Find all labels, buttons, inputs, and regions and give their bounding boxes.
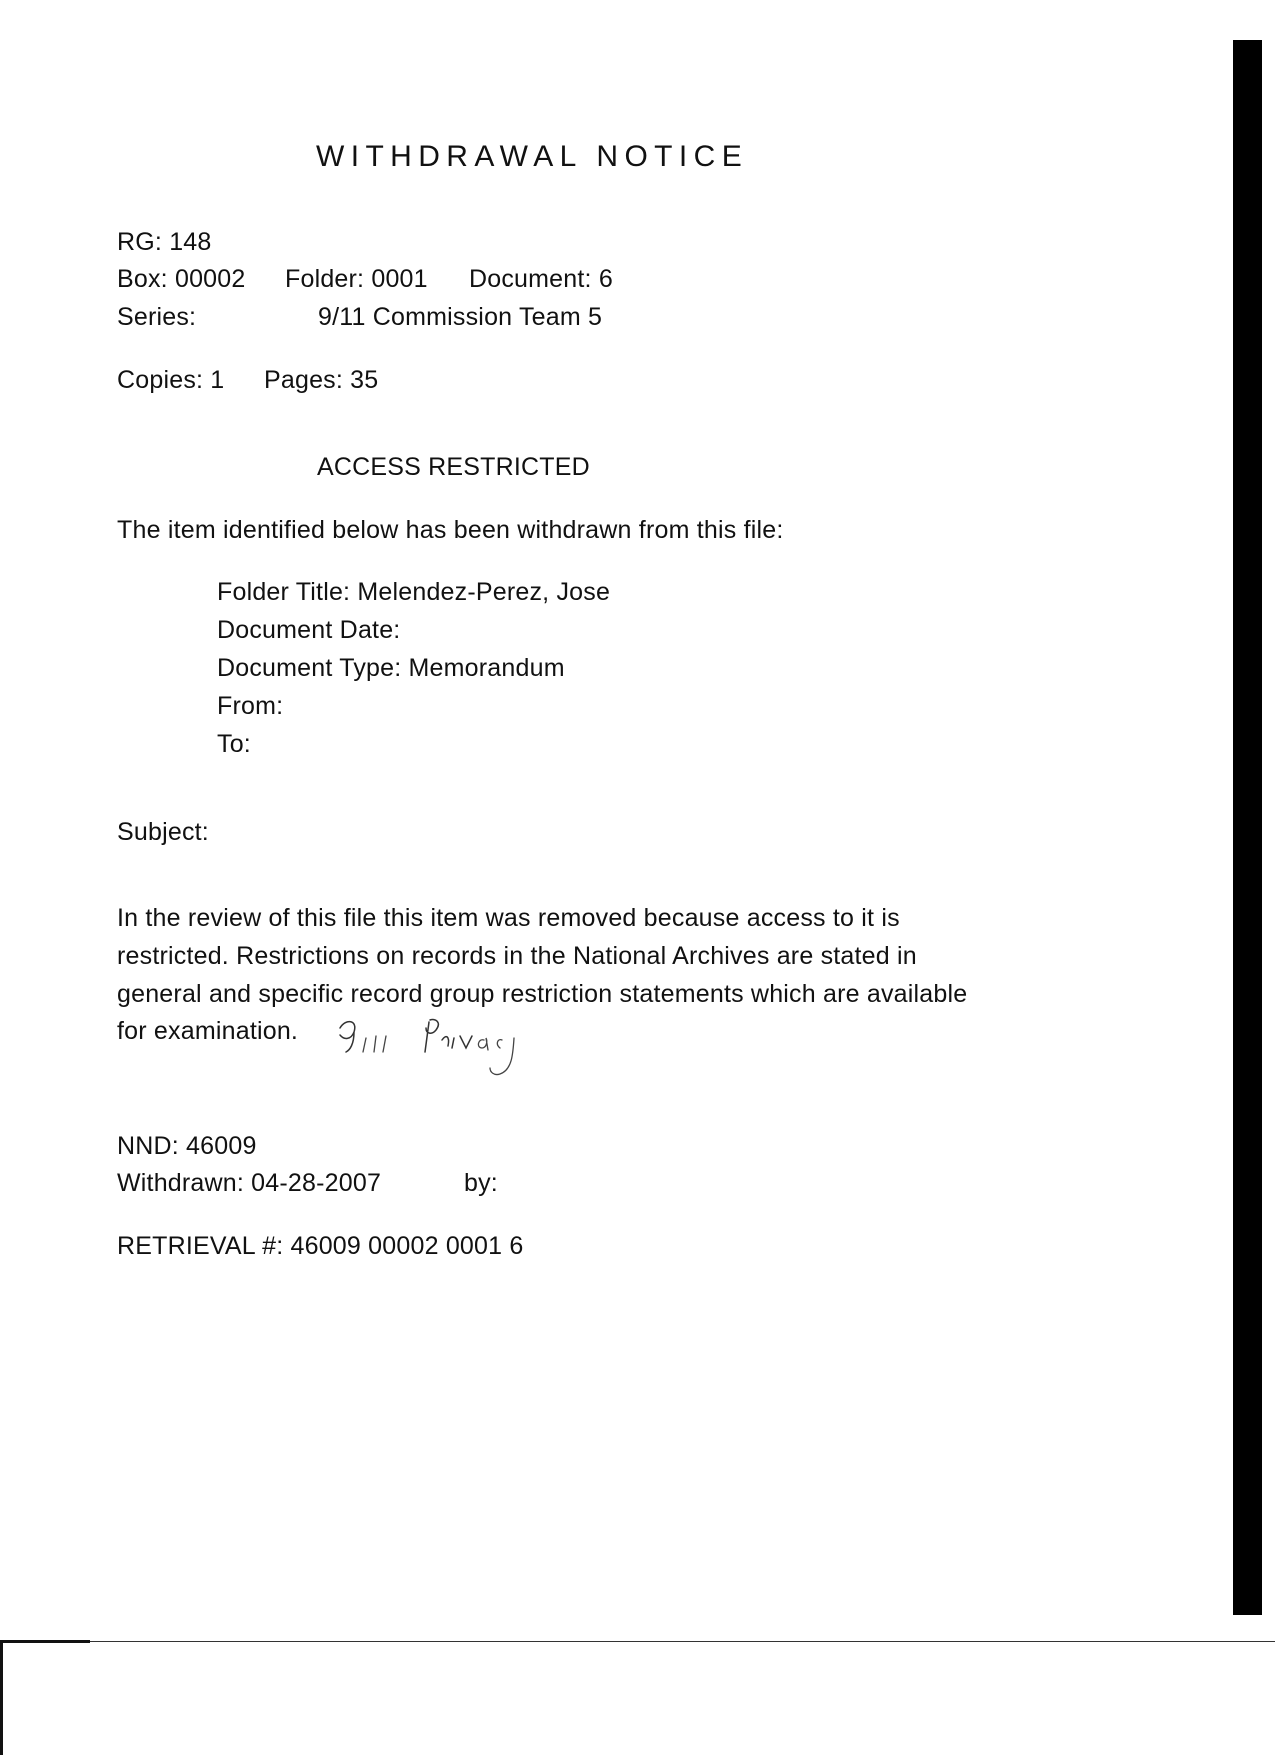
withdrawal-intro: The item identified below has been withdrawn from this file: [117, 516, 784, 544]
pages-count: Pages: 35 [264, 366, 379, 394]
to-field: To: [217, 730, 251, 758]
document-type-field: Document Type: Memorandum [217, 654, 565, 682]
document-number: Document: 6 [469, 265, 613, 293]
folder-title-field: Folder Title: Melendez-Perez, Jose [217, 578, 611, 606]
withdrawn-date: Withdrawn: 04-28-2007 [117, 1169, 382, 1197]
nnd-number: NND: 46009 [117, 1132, 257, 1160]
retrieval-number: RETRIEVAL #: 46009 00002 0001 6 [117, 1232, 524, 1260]
page-bottom-rule [0, 1641, 1275, 1642]
review-line-2: restricted. Restrictions on records in the National Archives are stated in [117, 942, 917, 970]
series-value: 9/11 Commission Team 5 [318, 303, 603, 331]
copies-count: Copies: 1 [117, 366, 225, 394]
review-line-4: for examination. [117, 1017, 299, 1045]
review-line-1: In the review of this file this item was removed because access to it is [117, 904, 900, 932]
rg-line: RG: 148 [117, 228, 212, 256]
box-number: Box: 00002 [117, 265, 246, 293]
page-left-edge-mark [0, 1641, 3, 1755]
withdrawn-by: by: [464, 1169, 498, 1197]
access-restricted-heading: ACCESS RESTRICTED [317, 453, 590, 481]
handwritten-privacy-note [330, 1010, 550, 1090]
folder-number: Folder: 0001 [285, 265, 428, 293]
document-date-field: Document Date: [217, 616, 401, 644]
series-label: Series: [117, 303, 197, 331]
review-line-3: general and specific record group restriction statements which are available [117, 980, 968, 1008]
subject-field: Subject: [117, 818, 209, 846]
from-field: From: [217, 692, 284, 720]
scan-edge-bar [1233, 40, 1262, 1615]
page-title: WITHDRAWAL NOTICE [316, 140, 749, 173]
page-bottom-rule-start [0, 1640, 90, 1643]
